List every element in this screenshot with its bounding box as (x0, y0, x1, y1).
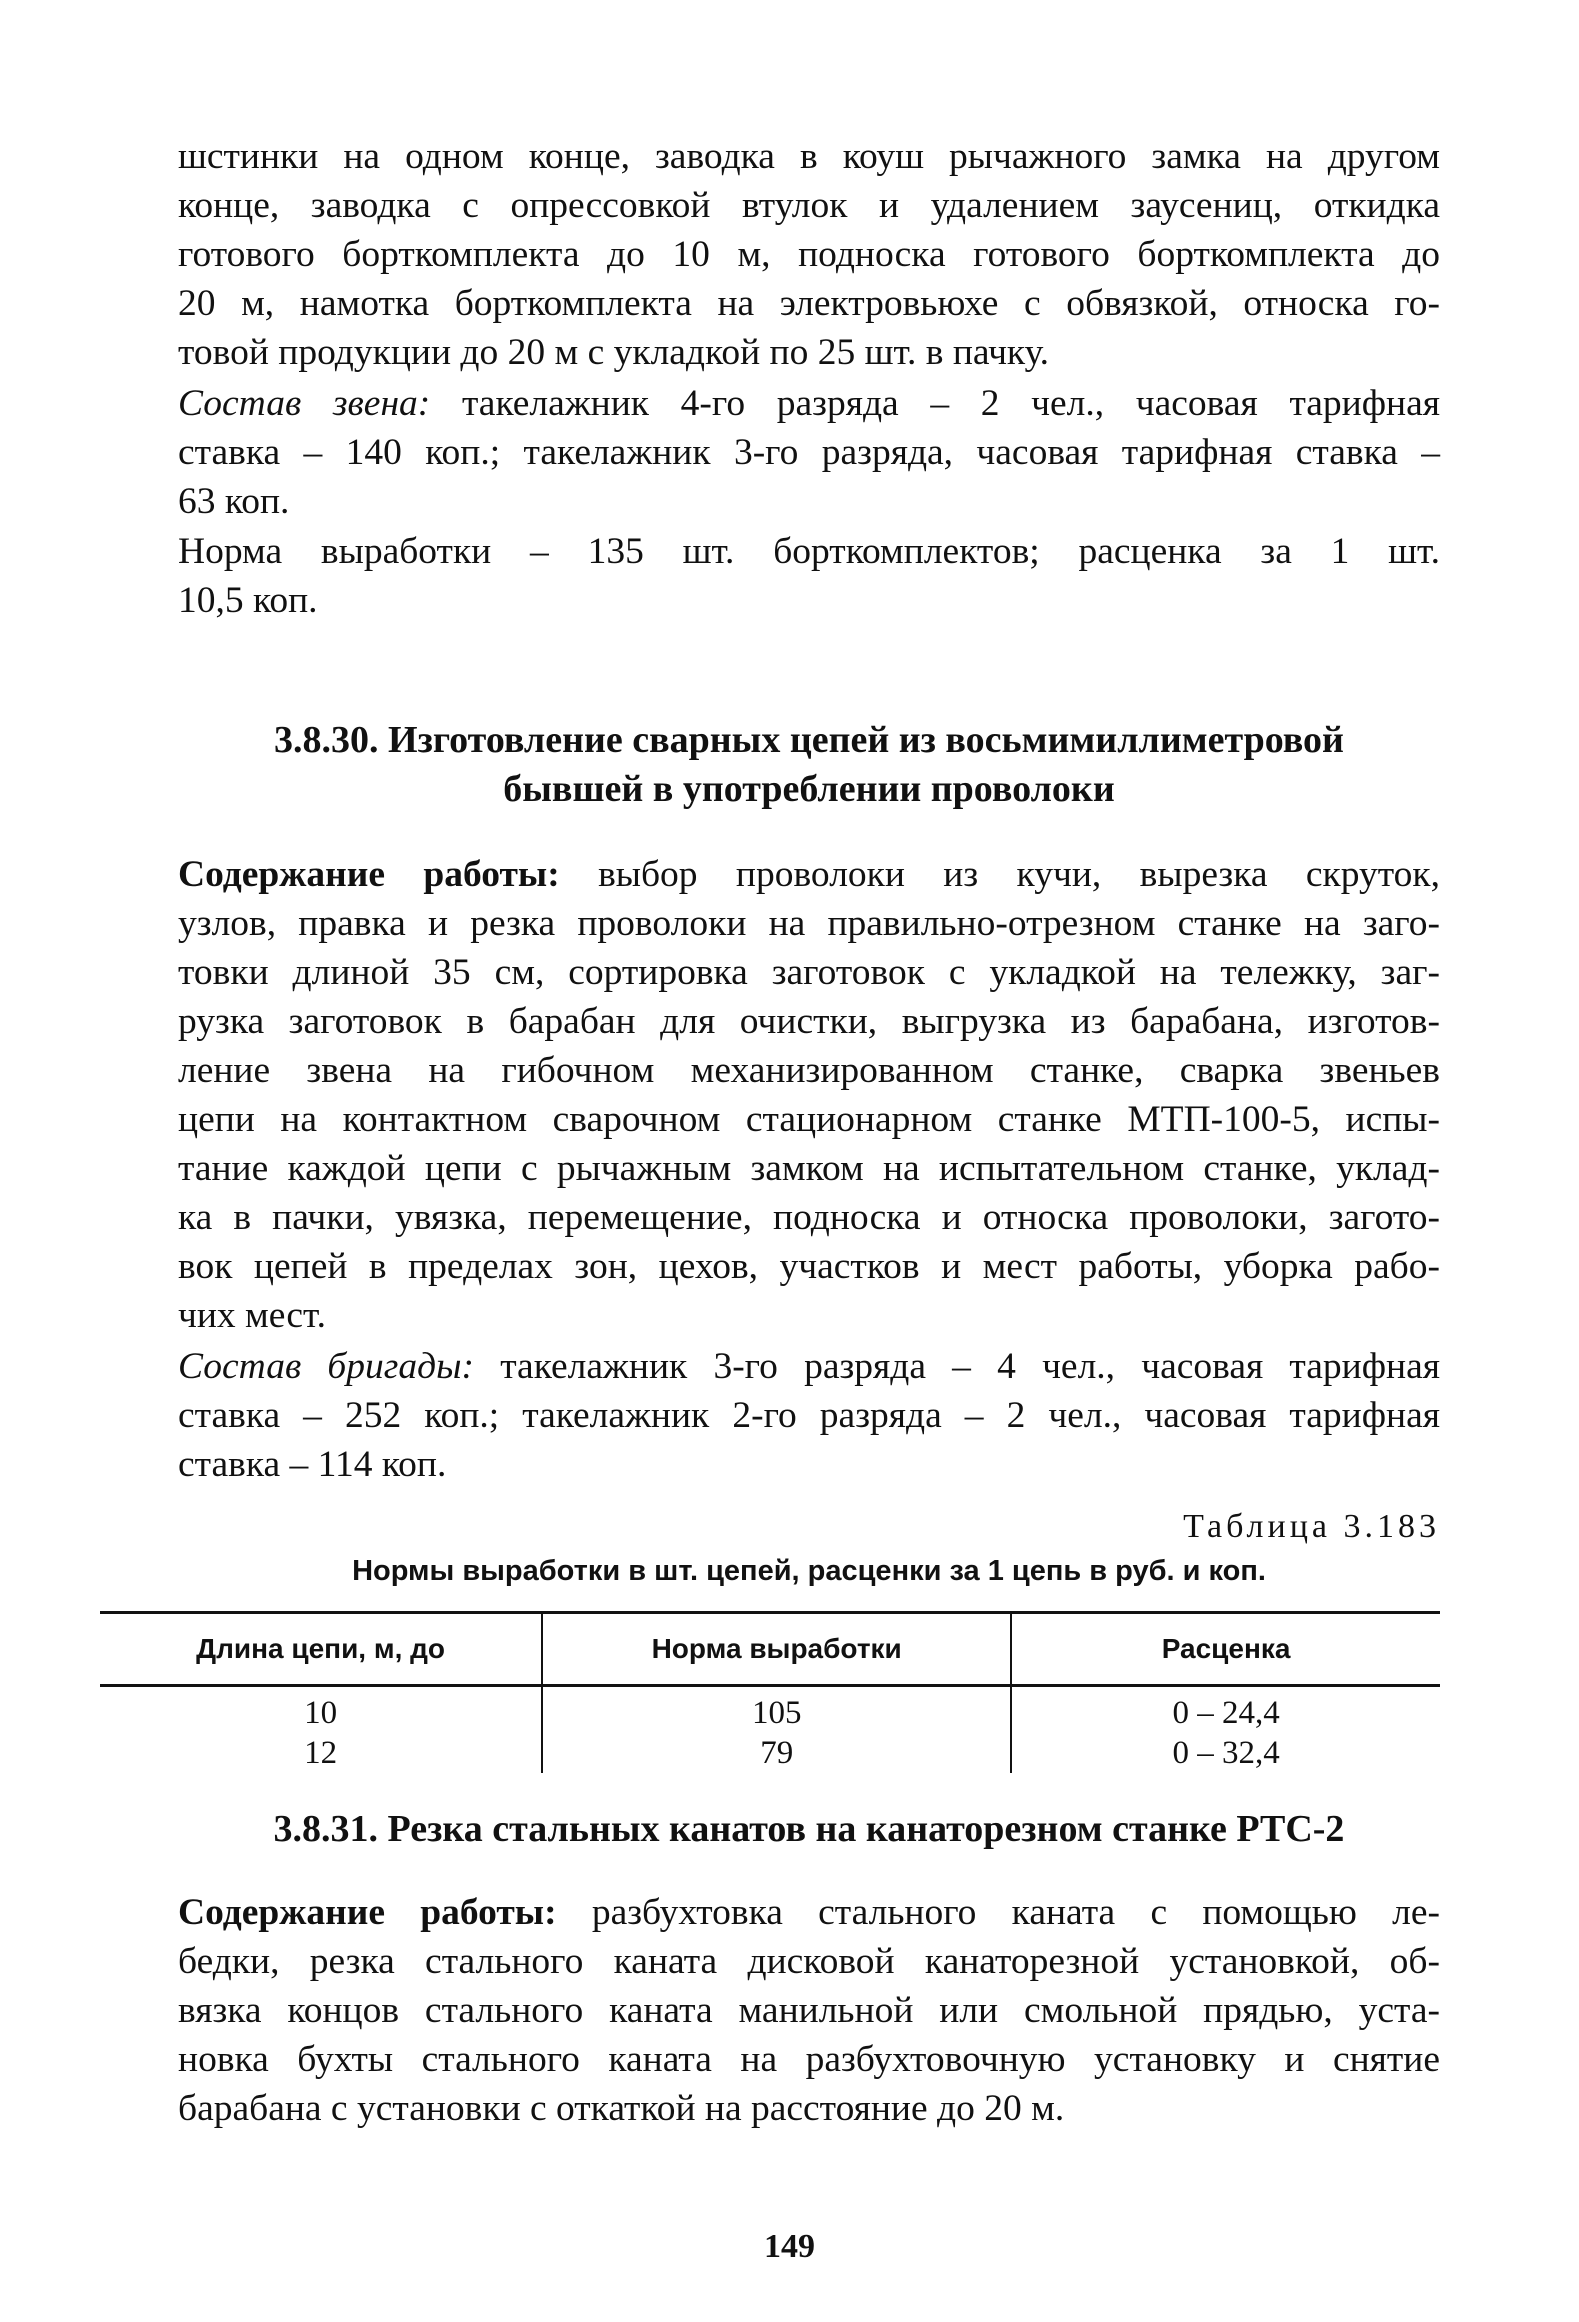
section-3831-content (178, 1888, 1440, 2133)
norms-table (100, 1611, 1440, 1773)
content-line: новка бухты стального каната на разбухтовочную установку и снятие (178, 2039, 1440, 2080)
content-line (178, 1888, 1440, 1937)
content-text: выбор проволоки из кучи, вырезка скруток, (559, 854, 1440, 895)
crew-text: такелажник 4-го разряда – 2 чел., часовая тарифная (430, 383, 1441, 424)
content-label: Содержание работы: (178, 1892, 557, 1933)
content-line: ка в пачки, увязка, перемещение, подноска и относка проволоки, загото- (178, 1197, 1440, 1238)
table-number: Таблица 3.183 (1183, 1508, 1440, 1545)
crew-line: ставка – 114 коп. (178, 1444, 447, 1485)
crew-label: Состав звена: (178, 383, 431, 424)
intro-norm-line: 10,5 коп. (178, 580, 318, 621)
page-number: 149 (764, 2228, 815, 2265)
content-line: рузка заготовок в барабан для очистки, выгрузка из барабана, изготов- (178, 1001, 1440, 1042)
intro-line: конце, заводка с опрессовкой втулок и удалением заусениц, откидка (178, 185, 1440, 226)
intro-crew-line: 63 коп. (178, 481, 290, 522)
intro-paragraph (178, 132, 1440, 377)
section-heading: бывшей в употреблении проволоки (503, 768, 1115, 810)
header-chain-length: Длина цепи, м, до (100, 1613, 542, 1686)
crew-text: такелажник 3-го разряда – 4 чел., часовая тарифная (474, 1346, 1440, 1387)
crew-label: Состав бригады: (178, 1346, 475, 1387)
content-line: узлов, правка и резка проволоки на правильно-отрезном станке на заго- (178, 903, 1440, 944)
content-line: ление звена на гибочном механизированном станке, сварка звеньев (178, 1050, 1440, 1091)
content-line: вязка концов стального каната манильной или смольной прядью, уста- (178, 1990, 1440, 2031)
content-line: тание каждой цепи с рычажным замком на испытательном станке, уклад- (178, 1148, 1440, 1189)
content-label: Содержание работы: (178, 854, 560, 895)
cell-rate: 0 – 24,4 (1011, 1686, 1440, 1734)
cell-rate: 0 – 32,4 (1011, 1733, 1440, 1773)
content-line: барабана с установки с откаткой на расстояние до 20 м. (178, 2088, 1065, 2129)
cell-output-norm: 105 (542, 1686, 1011, 1734)
content-line: чих мест. (178, 1295, 326, 1336)
content-line (178, 850, 1440, 899)
intro-norm-line: Норма выработки – 135 шт. борткомплектов; расценка за 1 шт. (178, 531, 1440, 572)
table-row (100, 1733, 1440, 1773)
cell-chain-length: 10 (304, 1694, 338, 1731)
section-3830-content (178, 850, 1440, 1340)
crew-line: ставка – 252 коп.; такелажник 2-го разряда – 2 чел., часовая тарифная (178, 1395, 1440, 1436)
table-header-row (100, 1613, 1440, 1686)
intro-line: шстинки на одном конце, заводка в коуш рычажного замка на другом (178, 136, 1440, 177)
intro-crew-line: ставка – 140 коп.; такелажник 3-го разряда, часовая тарифная ставка – (178, 432, 1440, 473)
content-line: бедки, резка стального каната дисковой канаторезной установкой, об- (178, 1941, 1440, 1982)
header-output-norm: Норма выработки (542, 1613, 1011, 1686)
intro-norm-paragraph (178, 527, 1440, 625)
content-line: товки длиной 35 см, сортировка заготовок с укладкой на тележку, заг- (178, 952, 1440, 993)
cell-chain-length: 12 (304, 1734, 338, 1771)
intro-line: товой продукции до 20 м с укладкой по 25 шт. в пачку. (178, 332, 1049, 373)
crew-line (178, 1342, 1440, 1391)
section-heading: 3.8.30. Изготовление сварных цепей из восьмимиллиметровой (274, 719, 1344, 761)
section-3830-crew (178, 1342, 1440, 1489)
table-row (100, 1686, 1440, 1734)
intro-line: готового борткомплекта до 10 м, подноска готового борткомплекта до (178, 234, 1440, 275)
intro-crew-paragraph (178, 379, 1440, 526)
section-heading: 3.8.31. Резка стальных канатов на канаторезном станке РТС-2 (273, 1808, 1345, 1850)
content-text: разбухтовка стального каната с помощью ле- (556, 1892, 1440, 1933)
content-line: вок цепей в пределах зон, цехов, участков и мест работы, уборка рабо- (178, 1246, 1440, 1287)
header-rate: Расценка (1011, 1613, 1440, 1686)
cell-output-norm: 79 (542, 1733, 1011, 1773)
table-caption: Нормы выработки в шт. цепей, расценки за 1 цепь в руб. и коп. (352, 1555, 1266, 1587)
intro-crew-line (178, 379, 1440, 428)
content-line: цепи на контактном сварочном стационарном станке МТП-100-5, испы- (178, 1099, 1440, 1140)
intro-line: 20 м, намотка борткомплекта на электровьюхе с обвязкой, относка го- (178, 283, 1440, 324)
